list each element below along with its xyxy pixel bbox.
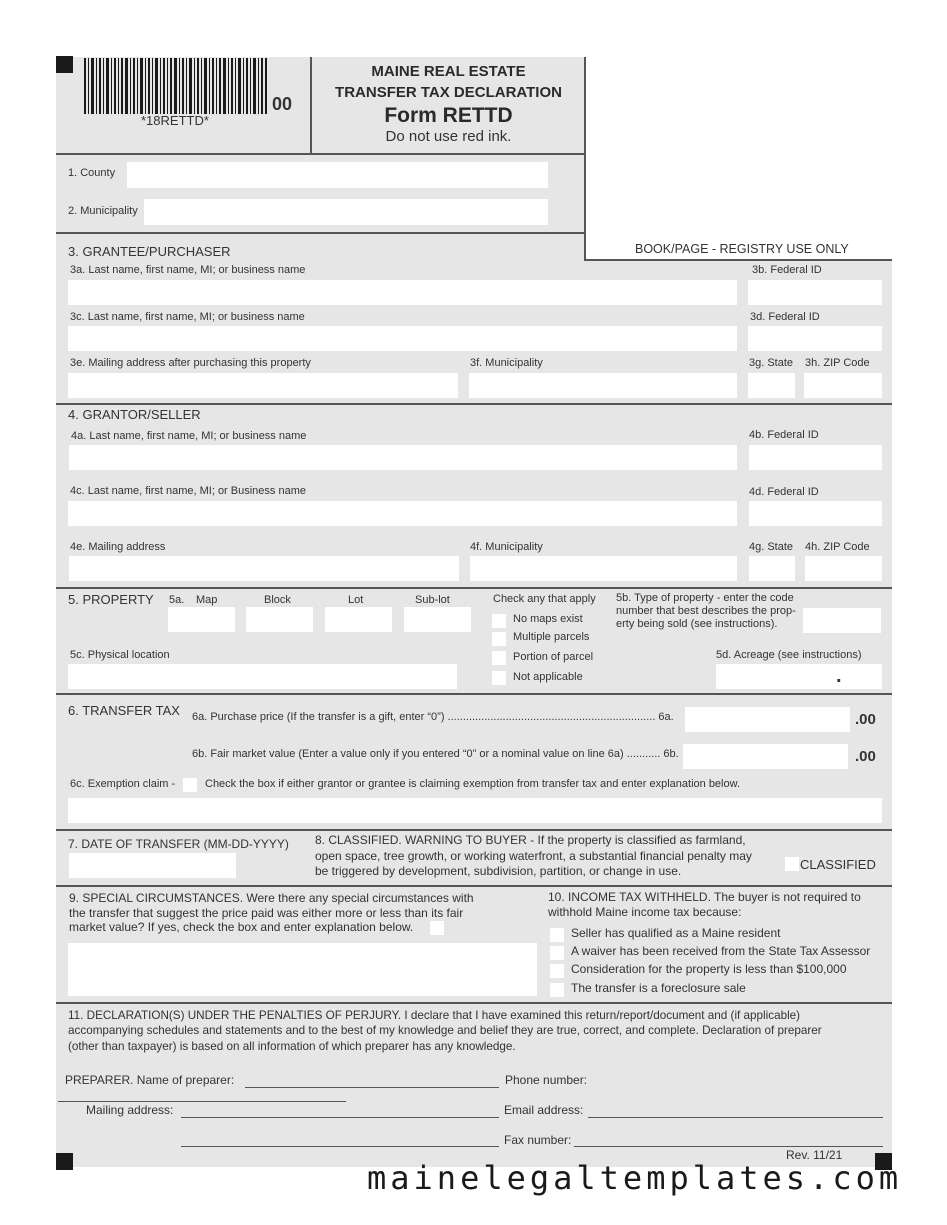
header-divider	[56, 153, 585, 155]
check-any-label: Check any that apply	[493, 593, 596, 605]
classified-warning-line2: open space, tree growth, or working waterfront, a substantial financial penalty may	[315, 849, 752, 863]
section-3-top-rule	[56, 232, 586, 234]
grantor-4g-field[interactable]	[749, 556, 795, 581]
registry-border-left	[584, 57, 586, 261]
waiver-label: A waiver has been received from the State Tax Assessor	[571, 944, 871, 958]
grantee-3c-field[interactable]	[68, 326, 737, 351]
acreage-decimal: .	[836, 665, 842, 687]
property-block-label: Block	[264, 594, 291, 606]
preparer-name-line[interactable]	[245, 1087, 499, 1088]
grantor-4g-label: 4g. State	[749, 541, 794, 553]
classified-checkbox[interactable]	[785, 857, 799, 871]
grantee-3b-field[interactable]	[748, 280, 882, 305]
grantor-4c-field[interactable]	[68, 501, 737, 526]
grantor-heading: 4. GRANTOR/SELLER	[68, 407, 201, 422]
grantor-4h-field[interactable]	[805, 556, 882, 581]
special-circumstances-explanation-field[interactable]	[68, 943, 537, 996]
waiver-checkbox[interactable]	[550, 946, 564, 960]
special-circumstances-line2: the transfer that suggest the price paid was either more or less than its fair	[69, 906, 464, 920]
registry-area	[585, 57, 892, 260]
revision-label: Rev. 11/21	[786, 1148, 843, 1162]
maine-resident-label: Seller has qualified as a Maine resident	[571, 926, 781, 940]
physical-location-field[interactable]	[68, 664, 457, 689]
barcode-graphic	[84, 58, 268, 114]
grantor-4a-field[interactable]	[69, 445, 737, 470]
property-block-field[interactable]	[246, 607, 313, 632]
property-map-field[interactable]	[168, 607, 235, 632]
income-tax-line1: 10. INCOME TAX WITHHELD. The buyer is not required to	[548, 890, 861, 904]
grantor-4c-label: 4c. Last name, first name, MI; or Business name	[70, 485, 306, 497]
grantee-heading: 3. GRANTEE/PURCHASER	[68, 244, 231, 259]
grantor-4f-label: 4f. Municipality	[470, 541, 543, 553]
email-address-line[interactable]	[588, 1117, 883, 1118]
declaration-line2: accompanying schedules and statements and to the best of my knowledge and belief they are true, correct, and complete. Declaration of preparer	[68, 1024, 822, 1037]
exemption-checkbox[interactable]	[183, 778, 197, 792]
property-type-label-line2: number that best describes the prop-	[616, 605, 796, 617]
multiple-parcels-label: Multiple parcels	[513, 631, 590, 643]
grantor-4d-label: 4d. Federal ID	[749, 486, 819, 498]
exemption-explanation-field[interactable]	[68, 798, 882, 823]
fair-market-value-cents: .00	[855, 748, 876, 765]
registry-bottom-rule	[585, 259, 892, 261]
grantee-3a-label: 3a. Last name, first name, MI; or business name	[70, 264, 306, 276]
preparer-name-line-continued[interactable]	[58, 1101, 346, 1102]
portion-of-parcel-label: Portion of parcel	[513, 651, 594, 663]
grantee-3g-label: 3g. State	[749, 357, 794, 369]
multiple-parcels-checkbox[interactable]	[492, 632, 506, 646]
registration-mark-bottom-left	[56, 1153, 73, 1170]
grantor-4h-label: 4h. ZIP Code	[805, 541, 870, 553]
maine-resident-checkbox[interactable]	[550, 928, 564, 942]
fair-market-value-field[interactable]	[683, 744, 848, 769]
acreage-field[interactable]	[716, 664, 882, 689]
acreage-label: 5d. Acreage (see instructions)	[716, 649, 862, 661]
classified-warning-line3: be triggered by development, subdivision, partition, or change in use.	[315, 864, 682, 878]
exemption-instruction: Check the box if either grantor or grantee is claiming exemption from transfer tax and enter explanation below.	[205, 778, 741, 790]
classified-label: CLASSIFIED	[800, 857, 876, 872]
date-of-transfer-label: 7. DATE OF TRANSFER (MM-DD-YYYY)	[68, 837, 289, 851]
grantee-3f-field[interactable]	[469, 373, 737, 398]
municipality-label: 2. Municipality	[68, 205, 138, 217]
property-type-label-line1: 5b. Type of property - enter the code	[616, 592, 794, 604]
grantee-3d-field[interactable]	[748, 326, 882, 351]
grantee-3e-field[interactable]	[68, 373, 458, 398]
site-watermark: mainelegaltemplates.com	[367, 1159, 903, 1197]
section-7-top-rule	[56, 829, 892, 831]
municipality-field[interactable]	[144, 199, 548, 225]
not-applicable-label: Not applicable	[513, 671, 583, 683]
preparer-name-label: PREPARER. Name of preparer:	[65, 1073, 235, 1087]
barcode-text: *18RETTD*	[141, 113, 209, 128]
grantor-4d-field[interactable]	[749, 501, 882, 526]
property-sublot-field[interactable]	[404, 607, 471, 632]
income-tax-line2: withhold Maine income tax because:	[548, 905, 742, 919]
grantee-3a-field[interactable]	[68, 280, 737, 305]
grantor-4b-label: 4b. Federal ID	[749, 429, 819, 441]
property-type-field[interactable]	[803, 608, 881, 633]
declaration-line1: 11. DECLARATION(S) UNDER THE PENALTIES OF PERJURY. I declare that I have examined this return/report/document and (if applicable)	[68, 1009, 801, 1022]
grantee-3h-field[interactable]	[804, 373, 882, 398]
not-applicable-checkbox[interactable]	[492, 671, 506, 685]
property-lot-label: Lot	[348, 594, 364, 606]
consideration-checkbox[interactable]	[550, 964, 564, 978]
ink-note: Do not use red ink.	[385, 128, 512, 145]
classified-warning-line1: 8. CLASSIFIED. WARNING TO BUYER - If the property is classified as farmland,	[315, 833, 746, 847]
declaration-line3: (other than taxpayer) is based on all information of which preparer has any knowledge.	[68, 1040, 516, 1053]
county-label: 1. County	[68, 167, 116, 179]
section-6-top-rule	[56, 693, 892, 695]
registration-mark-top-left	[56, 56, 73, 73]
section-11-top-rule	[56, 1002, 892, 1004]
section-4-top-rule	[56, 403, 892, 405]
form-title-line2: TRANSFER TAX DECLARATION	[335, 84, 562, 101]
purchase-price-field[interactable]	[685, 707, 850, 732]
exemption-claim-label: 6c. Exemption claim -	[70, 778, 176, 790]
fax-number-line[interactable]	[574, 1146, 883, 1147]
property-lot-field[interactable]	[325, 607, 392, 632]
foreclosure-label: The transfer is a foreclosure sale	[571, 981, 746, 995]
grantee-3g-field[interactable]	[748, 373, 795, 398]
grantor-4a-label: 4a. Last name, first name, MI; or business name	[71, 430, 307, 442]
section-5-top-rule	[56, 587, 892, 589]
consideration-label: Consideration for the property is less than $100,000	[571, 962, 847, 976]
date-of-transfer-field[interactable]	[69, 853, 236, 878]
property-5a-label: 5a.	[169, 594, 185, 606]
transfer-tax-heading: 6. TRANSFER TAX	[68, 703, 180, 718]
mailing-address-label: Mailing address:	[86, 1103, 174, 1117]
no-maps-label: No maps exist	[513, 613, 583, 625]
phone-number-label: Phone number:	[505, 1073, 588, 1087]
registry-label: BOOK/PAGE - REGISTRY USE ONLY	[635, 242, 849, 256]
form-title-line1: MAINE REAL ESTATE	[371, 63, 526, 80]
section-9-top-rule	[56, 885, 892, 887]
physical-location-label: 5c. Physical location	[70, 649, 170, 661]
purchase-price-cents: .00	[855, 711, 876, 728]
form-name: Form RETTD	[384, 104, 513, 127]
grantor-4f-field[interactable]	[470, 556, 737, 581]
special-circumstances-line3: market value? If yes, check the box and enter explanation below.	[69, 920, 414, 934]
fair-market-value-label: 6b. Fair market value (Enter a value only if you entered “0” or a nominal value on line 6a) ........... 6b.	[192, 748, 679, 760]
property-sublot-label: Sub-lot	[415, 594, 450, 606]
purchase-price-label: 6a. Purchase price (If the transfer is a gift, enter “0”) .................................................................... 6a.	[192, 711, 674, 723]
email-address-label: Email address:	[504, 1103, 584, 1117]
foreclosure-checkbox[interactable]	[550, 983, 564, 997]
grantor-4e-label: 4e. Mailing address	[70, 541, 166, 553]
property-heading: 5. PROPERTY	[68, 592, 154, 607]
grantee-3f-label: 3f. Municipality	[470, 357, 543, 369]
grantee-3c-label: 3c. Last name, first name, MI; or business name	[70, 311, 305, 323]
mailing-address-line[interactable]	[181, 1117, 499, 1118]
grantee-3e-label: 3e. Mailing address after purchasing this property	[70, 357, 311, 369]
mailing-address-line-2[interactable]	[181, 1146, 499, 1147]
property-type-label-line3: erty being sold (see instructions).	[616, 618, 778, 630]
grantee-3h-label: 3h. ZIP Code	[805, 357, 870, 369]
county-field[interactable]	[127, 162, 548, 188]
property-map-label: Map	[196, 594, 218, 606]
grantee-3b-label: 3b. Federal ID	[752, 264, 822, 276]
grantor-4b-field[interactable]	[749, 445, 882, 470]
fax-number-label: Fax number:	[504, 1133, 572, 1147]
grantor-4e-field[interactable]	[69, 556, 459, 581]
barcode-suffix: 00	[272, 94, 293, 114]
special-circumstances-line1: 9. SPECIAL CIRCUMSTANCES. Were there any special circumstances with	[69, 891, 474, 905]
portion-of-parcel-checkbox[interactable]	[492, 651, 506, 665]
special-circumstances-checkbox[interactable]	[430, 921, 444, 935]
no-maps-checkbox[interactable]	[492, 614, 506, 628]
grantee-3d-label: 3d. Federal ID	[750, 311, 820, 323]
barcode	[84, 58, 268, 114]
